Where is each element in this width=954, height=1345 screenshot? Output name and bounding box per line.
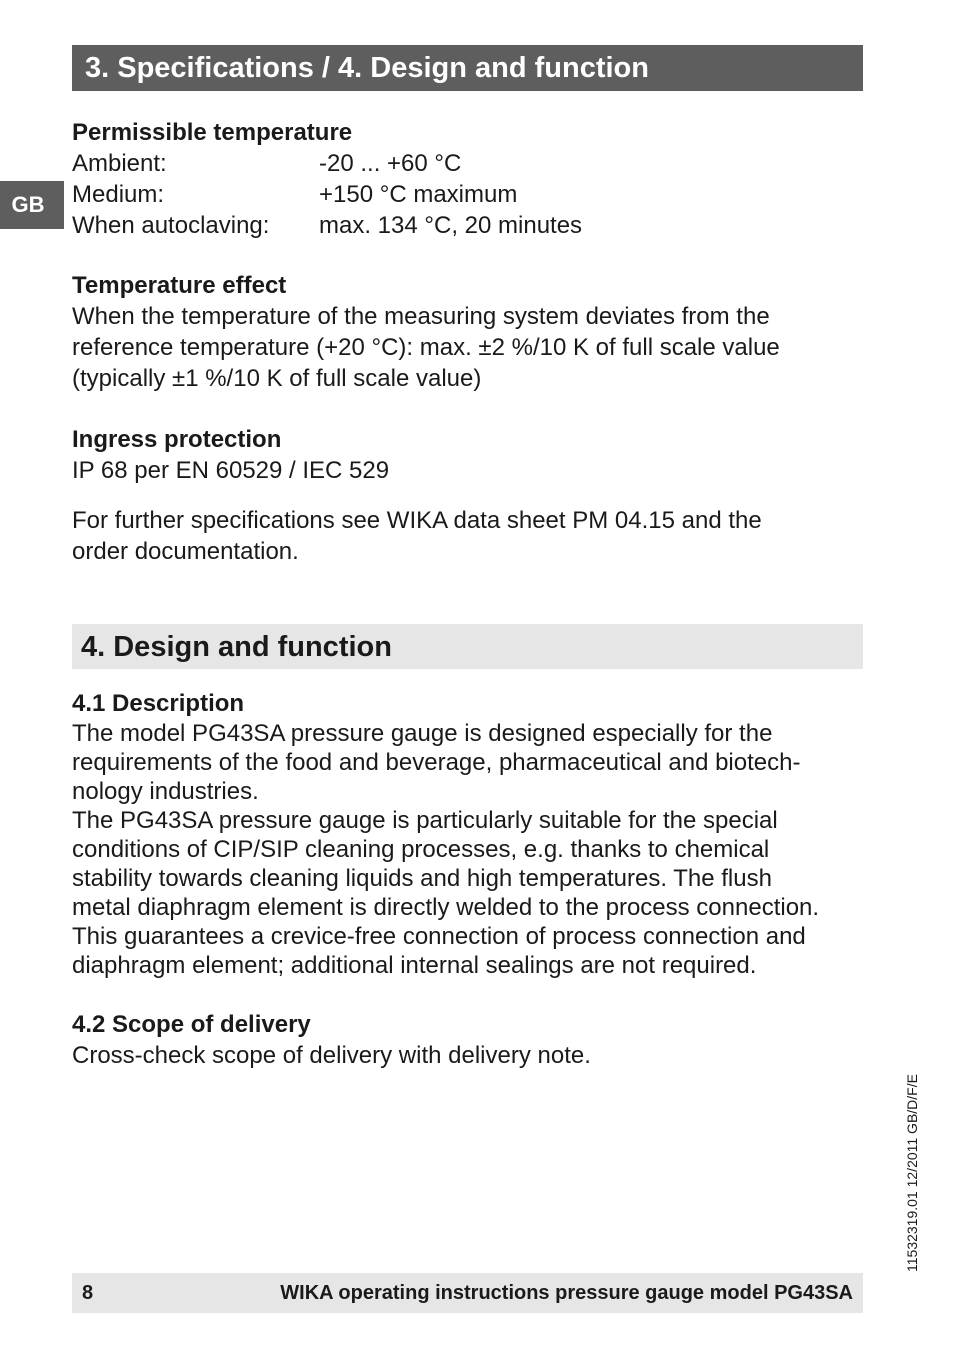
scope-text: Cross-check scope of delivery with delivery note. [72,1042,591,1069]
section-4-title: 4. Design and function [72,624,863,669]
spec-row-ambient [72,148,863,179]
text-line: When the temperature of the measuring system deviates from the [72,303,770,330]
permissible-temperature-heading: Permissible temperature [72,119,353,146]
text-line: The PG43SA pressure gauge is particularly suitable for the special [72,807,778,834]
text-line: nology industries. [72,778,259,805]
spec-label: When autoclaving: [72,212,270,239]
page-footer [72,1273,863,1313]
text-line: This guarantees a crevice-free connection of process connection and [72,923,806,950]
scope-of-delivery-section [72,1009,863,1071]
text-line: (typically ±1 %/10 K of full scale value) [72,365,482,392]
ingress-protection-heading: Ingress protection [72,426,282,453]
further-specs-paragraph [72,505,863,567]
spec-value: +150 °C maximum [319,181,518,208]
description-heading: 4.1 Description [72,690,245,717]
footer-text: WIKA operating instructions pressure gauge model PG43SA [280,1282,853,1304]
scope-heading: 4.2 Scope of delivery [72,1011,311,1038]
text-line: diaphragm element; additional internal sealings are not required. [72,952,757,979]
spec-label: Ambient: [72,150,167,177]
spec-row-autoclaving [72,210,863,241]
ingress-protection-section [72,424,863,486]
spec-value: -20 ... +60 °C [319,150,462,177]
text-line: reference temperature (+20 °C): max. ±2 %/10 K of full scale value [72,334,780,361]
text-line: conditions of CIP/SIP cleaning processes, e.g. thanks to chemical [72,836,770,863]
permissible-temperature-section [72,117,863,241]
temperature-effect-heading: Temperature effect [72,272,287,299]
description-section [72,688,872,980]
spec-value: max. 134 °C, 20 minutes [319,212,583,239]
temperature-effect-section [72,270,863,394]
text-line: order documentation. [72,538,299,565]
text-line: requirements of the food and beverage, pharmaceutical and biotech- [72,749,801,776]
page-number: 8 [82,1282,94,1304]
text-line: The model PG43SA pressure gauge is designed especially for the [72,720,773,747]
spec-label: Medium: [72,181,165,208]
text-line: For further specifications see WIKA data sheet PM 04.15 and the [72,507,762,534]
document-code: 11532319.01 12/2011 GB/D/F/E [904,1074,920,1272]
text-line: metal diaphragm element is directly welded to the process connection. [72,894,820,921]
language-tab: GB [0,181,64,229]
text-line: stability towards cleaning liquids and high temperatures. The flush [72,865,772,892]
page-header: 3. Specifications / 4. Design and function [72,45,863,91]
spec-row-medium [72,179,863,210]
ingress-protection-text: IP 68 per EN 60529 / IEC 529 [72,457,390,484]
